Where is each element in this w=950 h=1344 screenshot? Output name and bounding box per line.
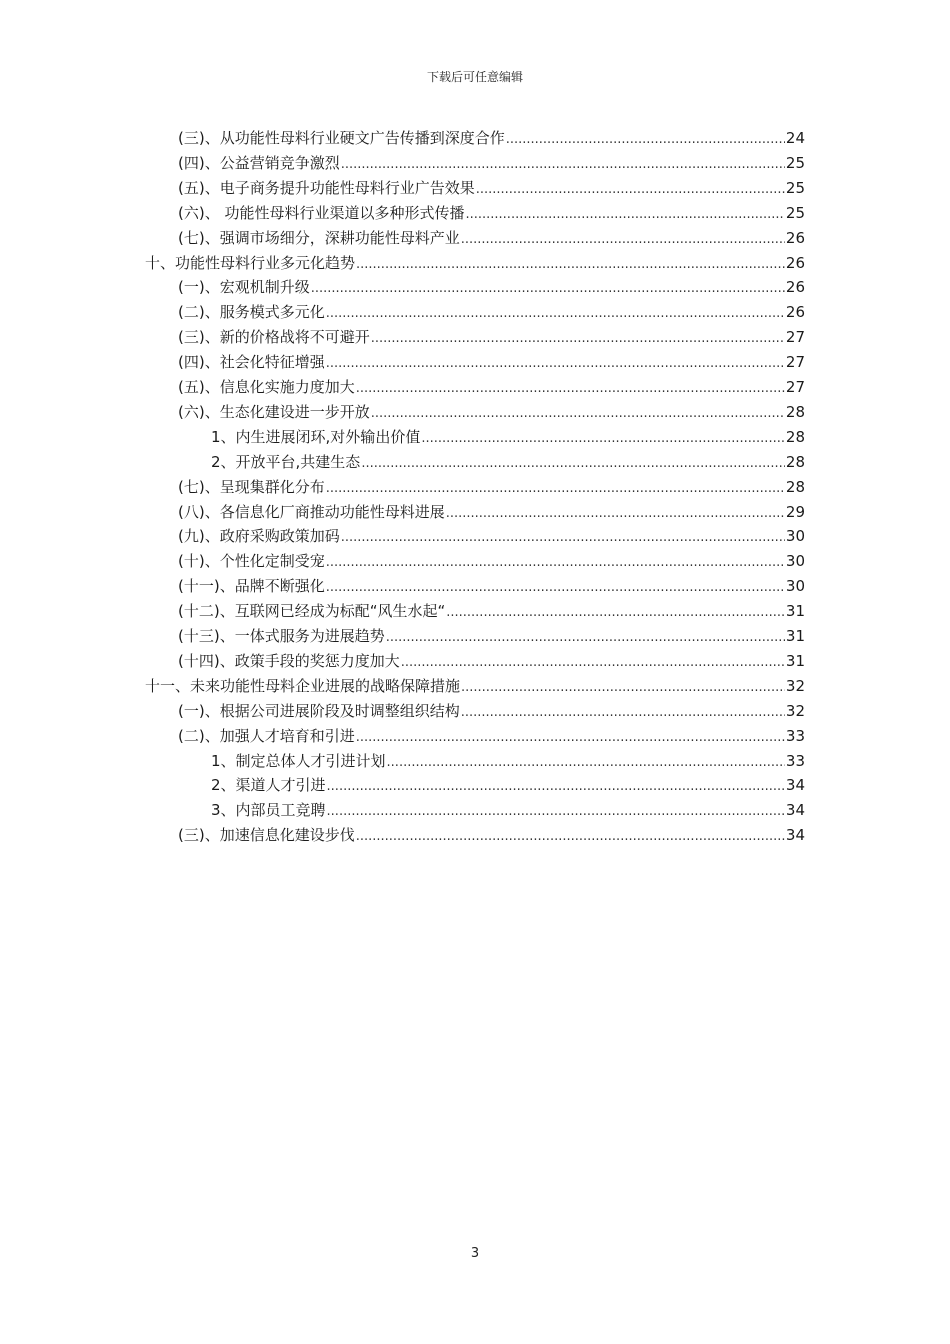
toc-entry[interactable] xyxy=(145,251,805,275)
toc-entry-page: 34 xyxy=(785,801,805,820)
toc-entry[interactable] xyxy=(211,450,805,474)
toc-entry-title: (十一)、品牌不断强化 xyxy=(178,577,325,596)
toc-entry-title: 1、内生进展闭环,对外输出价值 xyxy=(211,427,421,446)
toc-entry-page: 27 xyxy=(785,353,805,372)
toc-entry-page: 33 xyxy=(785,726,805,745)
toc-entry-page: 33 xyxy=(785,751,805,770)
toc-entry-title: (一)、根据公司进展阶段及时调整组织结构 xyxy=(178,701,460,720)
toc-entry-page: 28 xyxy=(785,452,805,471)
toc-entry-page: 27 xyxy=(785,378,805,396)
toc-leader-dots xyxy=(341,153,785,177)
toc-entry-title: 1、制定总体人才引进计划 xyxy=(211,751,386,770)
toc-entry-title: (三)、加速信息化建设步伐 xyxy=(178,826,355,845)
toc-entry-page: 28 xyxy=(785,402,805,421)
toc-leader-dots xyxy=(326,352,785,376)
toc-entry-title: (十)、个性化定制受宠 xyxy=(178,552,325,571)
toc-entry-title: (五)、电子商务提升功能性母料行业广告效果 xyxy=(178,178,475,197)
toc-entry[interactable] xyxy=(178,275,805,299)
toc-leader-dots xyxy=(461,701,785,725)
toc-leader-dots xyxy=(326,302,785,326)
toc-leader-dots xyxy=(446,502,785,526)
toc-entry[interactable] xyxy=(145,674,805,698)
toc-entry-page: 30 xyxy=(785,527,805,546)
toc-leader-dots xyxy=(311,277,785,301)
toc-entry-title: (六)、 功能性母料行业渠道以多种形式传播 xyxy=(178,203,465,222)
toc-entry-page: 31 xyxy=(785,602,805,621)
toc-entry-title: (四)、社会化特征增强 xyxy=(178,353,325,372)
toc-leader-dots xyxy=(446,601,785,625)
toc-leader-dots xyxy=(371,327,785,351)
toc-entry[interactable] xyxy=(178,549,805,573)
toc-entry-title: (三)、新的价格战将不可避开 xyxy=(178,328,370,347)
toc-entry-page: 31 xyxy=(785,627,805,645)
toc-entry[interactable] xyxy=(178,823,805,847)
toc-leader-dots xyxy=(341,526,785,550)
toc-entry-page: 32 xyxy=(785,676,805,695)
toc-entry[interactable] xyxy=(178,574,805,598)
toc-entry-page: 28 xyxy=(785,477,805,496)
toc-entry[interactable] xyxy=(178,201,805,225)
toc-entry[interactable] xyxy=(178,724,805,748)
toc-entry-title: 十、功能性母料行业多元化趋势 xyxy=(145,253,356,272)
toc-entry-page: 25 xyxy=(785,153,805,172)
toc-entry[interactable] xyxy=(178,325,805,349)
toc-leader-dots xyxy=(387,751,785,775)
toc-entry-page: 34 xyxy=(785,776,805,795)
toc-entry-page: 34 xyxy=(785,826,805,845)
toc-entry-title: 3、内部员工竞聘 xyxy=(211,801,326,820)
page-header: 下载后可任意编辑 xyxy=(426,70,523,84)
toc-entry[interactable] xyxy=(178,226,805,250)
toc-leader-dots xyxy=(326,576,785,600)
toc-entry-title: (九)、政府采购政策加码 xyxy=(178,527,340,546)
toc-entry-page: 26 xyxy=(785,303,805,322)
toc-entry-title: 2、开放平台,共建生态 xyxy=(211,452,361,471)
toc-entry[interactable] xyxy=(178,176,805,200)
toc-entry-page: 28 xyxy=(785,427,805,446)
toc-leader-dots xyxy=(356,253,785,277)
toc-leader-dots xyxy=(476,178,785,202)
toc-entry-page: 27 xyxy=(785,328,805,347)
toc-entry[interactable] xyxy=(178,524,805,548)
page-number: 3 xyxy=(470,1246,480,1261)
toc-leader-dots xyxy=(356,726,785,750)
toc-entry[interactable] xyxy=(178,475,805,499)
toc-leader-dots xyxy=(465,203,784,227)
toc-entry-title: (一)、宏观机制升级 xyxy=(178,278,310,297)
toc-entry-title: 2、渠道人才引进 xyxy=(211,776,326,795)
toc-entry-title: (十四)、政策手段的奖惩力度加大 xyxy=(178,651,400,670)
toc-entry[interactable] xyxy=(178,350,805,374)
toc-entry[interactable] xyxy=(178,624,805,648)
toc-leader-dots xyxy=(356,825,785,849)
toc-entry-page: 29 xyxy=(785,502,805,521)
toc-entry[interactable] xyxy=(178,599,805,623)
toc-entry[interactable] xyxy=(211,798,805,822)
toc-entry-page: 25 xyxy=(785,178,805,197)
toc-entry-page: 24 xyxy=(785,129,805,147)
toc-entry[interactable] xyxy=(178,400,805,424)
toc-entry-title: (二)、服务模式多元化 xyxy=(178,303,325,322)
toc-entry-title: (五)、信息化实施力度加大 xyxy=(178,378,355,396)
toc-entry-title: (三)、从功能性母料行业硬文广告传播到深度合作 xyxy=(178,129,505,147)
toc-entry-page: 26 xyxy=(785,253,805,272)
toc-leader-dots xyxy=(461,676,785,700)
toc-leader-dots xyxy=(356,377,785,401)
toc-entry[interactable] xyxy=(178,151,805,175)
toc-entry-title: (七)、强调市场细分，深耕功能性母料产业 xyxy=(178,228,460,247)
toc-entry[interactable] xyxy=(178,300,805,324)
toc-entry[interactable] xyxy=(178,500,805,524)
toc-entry-page: 26 xyxy=(785,278,805,297)
toc-leader-dots xyxy=(361,452,785,476)
toc-entry-title: (二)、加强人才培育和引进 xyxy=(178,726,355,745)
toc-entry[interactable] xyxy=(178,375,805,399)
toc-entry[interactable] xyxy=(178,649,805,673)
toc-entry-page: 25 xyxy=(785,203,805,222)
toc-entry-title: (七)、呈现集群化分布 xyxy=(178,477,325,496)
toc-entry-page: 26 xyxy=(785,228,805,247)
toc-leader-dots xyxy=(326,477,785,501)
toc-entry-title: (六)、生态化建设进一步开放 xyxy=(178,402,370,421)
toc-entry[interactable] xyxy=(178,126,805,150)
toc-leader-dots xyxy=(386,626,785,650)
toc-entry-title: 十一、未来功能性母料企业进展的战略保障措施 xyxy=(145,676,461,695)
toc-leader-dots xyxy=(461,228,785,252)
toc-entry[interactable] xyxy=(211,425,805,449)
toc-leader-dots xyxy=(506,128,785,152)
toc-leader-dots xyxy=(401,651,785,675)
toc-entry-page: 30 xyxy=(785,577,805,596)
toc-entry-title: (十三)、一体式服务为进展趋势 xyxy=(178,627,385,645)
toc-entry-title: (十二)、互联网已经成为标配“风生水起“ xyxy=(178,602,446,621)
toc-entry-title: (四)、公益营销竞争激烈 xyxy=(178,153,340,172)
toc-leader-dots xyxy=(327,800,785,824)
toc-leader-dots xyxy=(327,775,785,799)
toc-leader-dots xyxy=(371,402,785,426)
toc-leader-dots xyxy=(421,427,785,451)
toc-entry-page: 32 xyxy=(785,701,805,720)
toc-entry-title: (八)、各信息化厂商推动功能性母料进展 xyxy=(178,502,445,521)
toc-leader-dots xyxy=(326,551,785,575)
toc-entry[interactable] xyxy=(211,773,805,797)
toc-entry-page: 31 xyxy=(785,651,805,670)
toc-entry[interactable] xyxy=(178,699,805,723)
toc-entry[interactable] xyxy=(211,749,805,773)
toc-entry-page: 30 xyxy=(785,552,805,571)
